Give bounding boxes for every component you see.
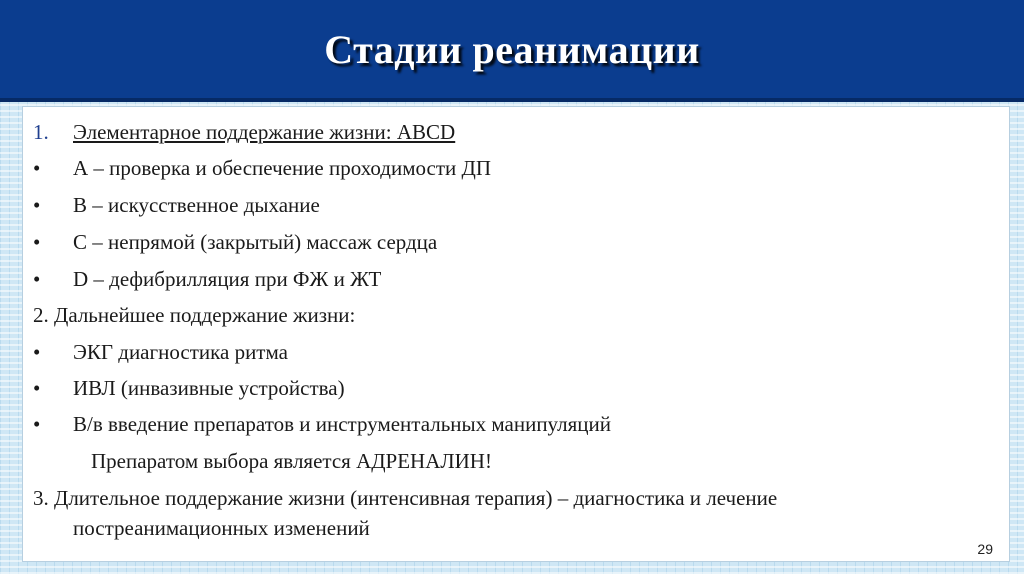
item-text: А – проверка и обеспечение проходимости ДП <box>73 156 492 180</box>
item-text: ЭКГ диагностика ритма <box>73 340 288 364</box>
item-text: ИВЛ (инвазивные устройства) <box>73 376 345 400</box>
bullet-icon: • <box>33 340 41 364</box>
slide-title: Стадии реанимации <box>324 26 700 72</box>
bullet-icon: • <box>33 412 41 436</box>
item-list <box>23 107 1009 561</box>
item-text: 2. Дальнейшее поддержание жизни: <box>33 303 356 327</box>
bullet-icon: • <box>33 230 41 254</box>
item-text: Элементарное поддержание жизни: ABCD <box>73 120 456 144</box>
bullet-icon: • <box>33 267 41 291</box>
slide-header <box>0 0 1024 102</box>
item-text: Препаратом выбора является АДРЕНАЛИН! <box>91 449 492 473</box>
page-number: 29 <box>977 541 993 557</box>
item-text: 3. Длительное поддержание жизни (интенсивная терапия) – диагностика и лечение <box>33 486 778 510</box>
item-number: 1. <box>33 120 49 144</box>
item-text: В/в введение препаратов и инструментальных манипуляций <box>73 412 611 436</box>
bullet-icon: • <box>33 376 41 400</box>
item-text: С – непрямой (закрытый) массаж сердца <box>73 230 438 254</box>
item-text: D – дефибрилляция при ФЖ и ЖТ <box>73 267 382 291</box>
item-text: В – искусственное дыхание <box>73 193 320 217</box>
item-text: постреанимационных изменений <box>73 516 370 540</box>
bullet-icon: • <box>33 156 41 180</box>
slide-content <box>22 106 1010 562</box>
bullet-icon: • <box>33 193 41 217</box>
